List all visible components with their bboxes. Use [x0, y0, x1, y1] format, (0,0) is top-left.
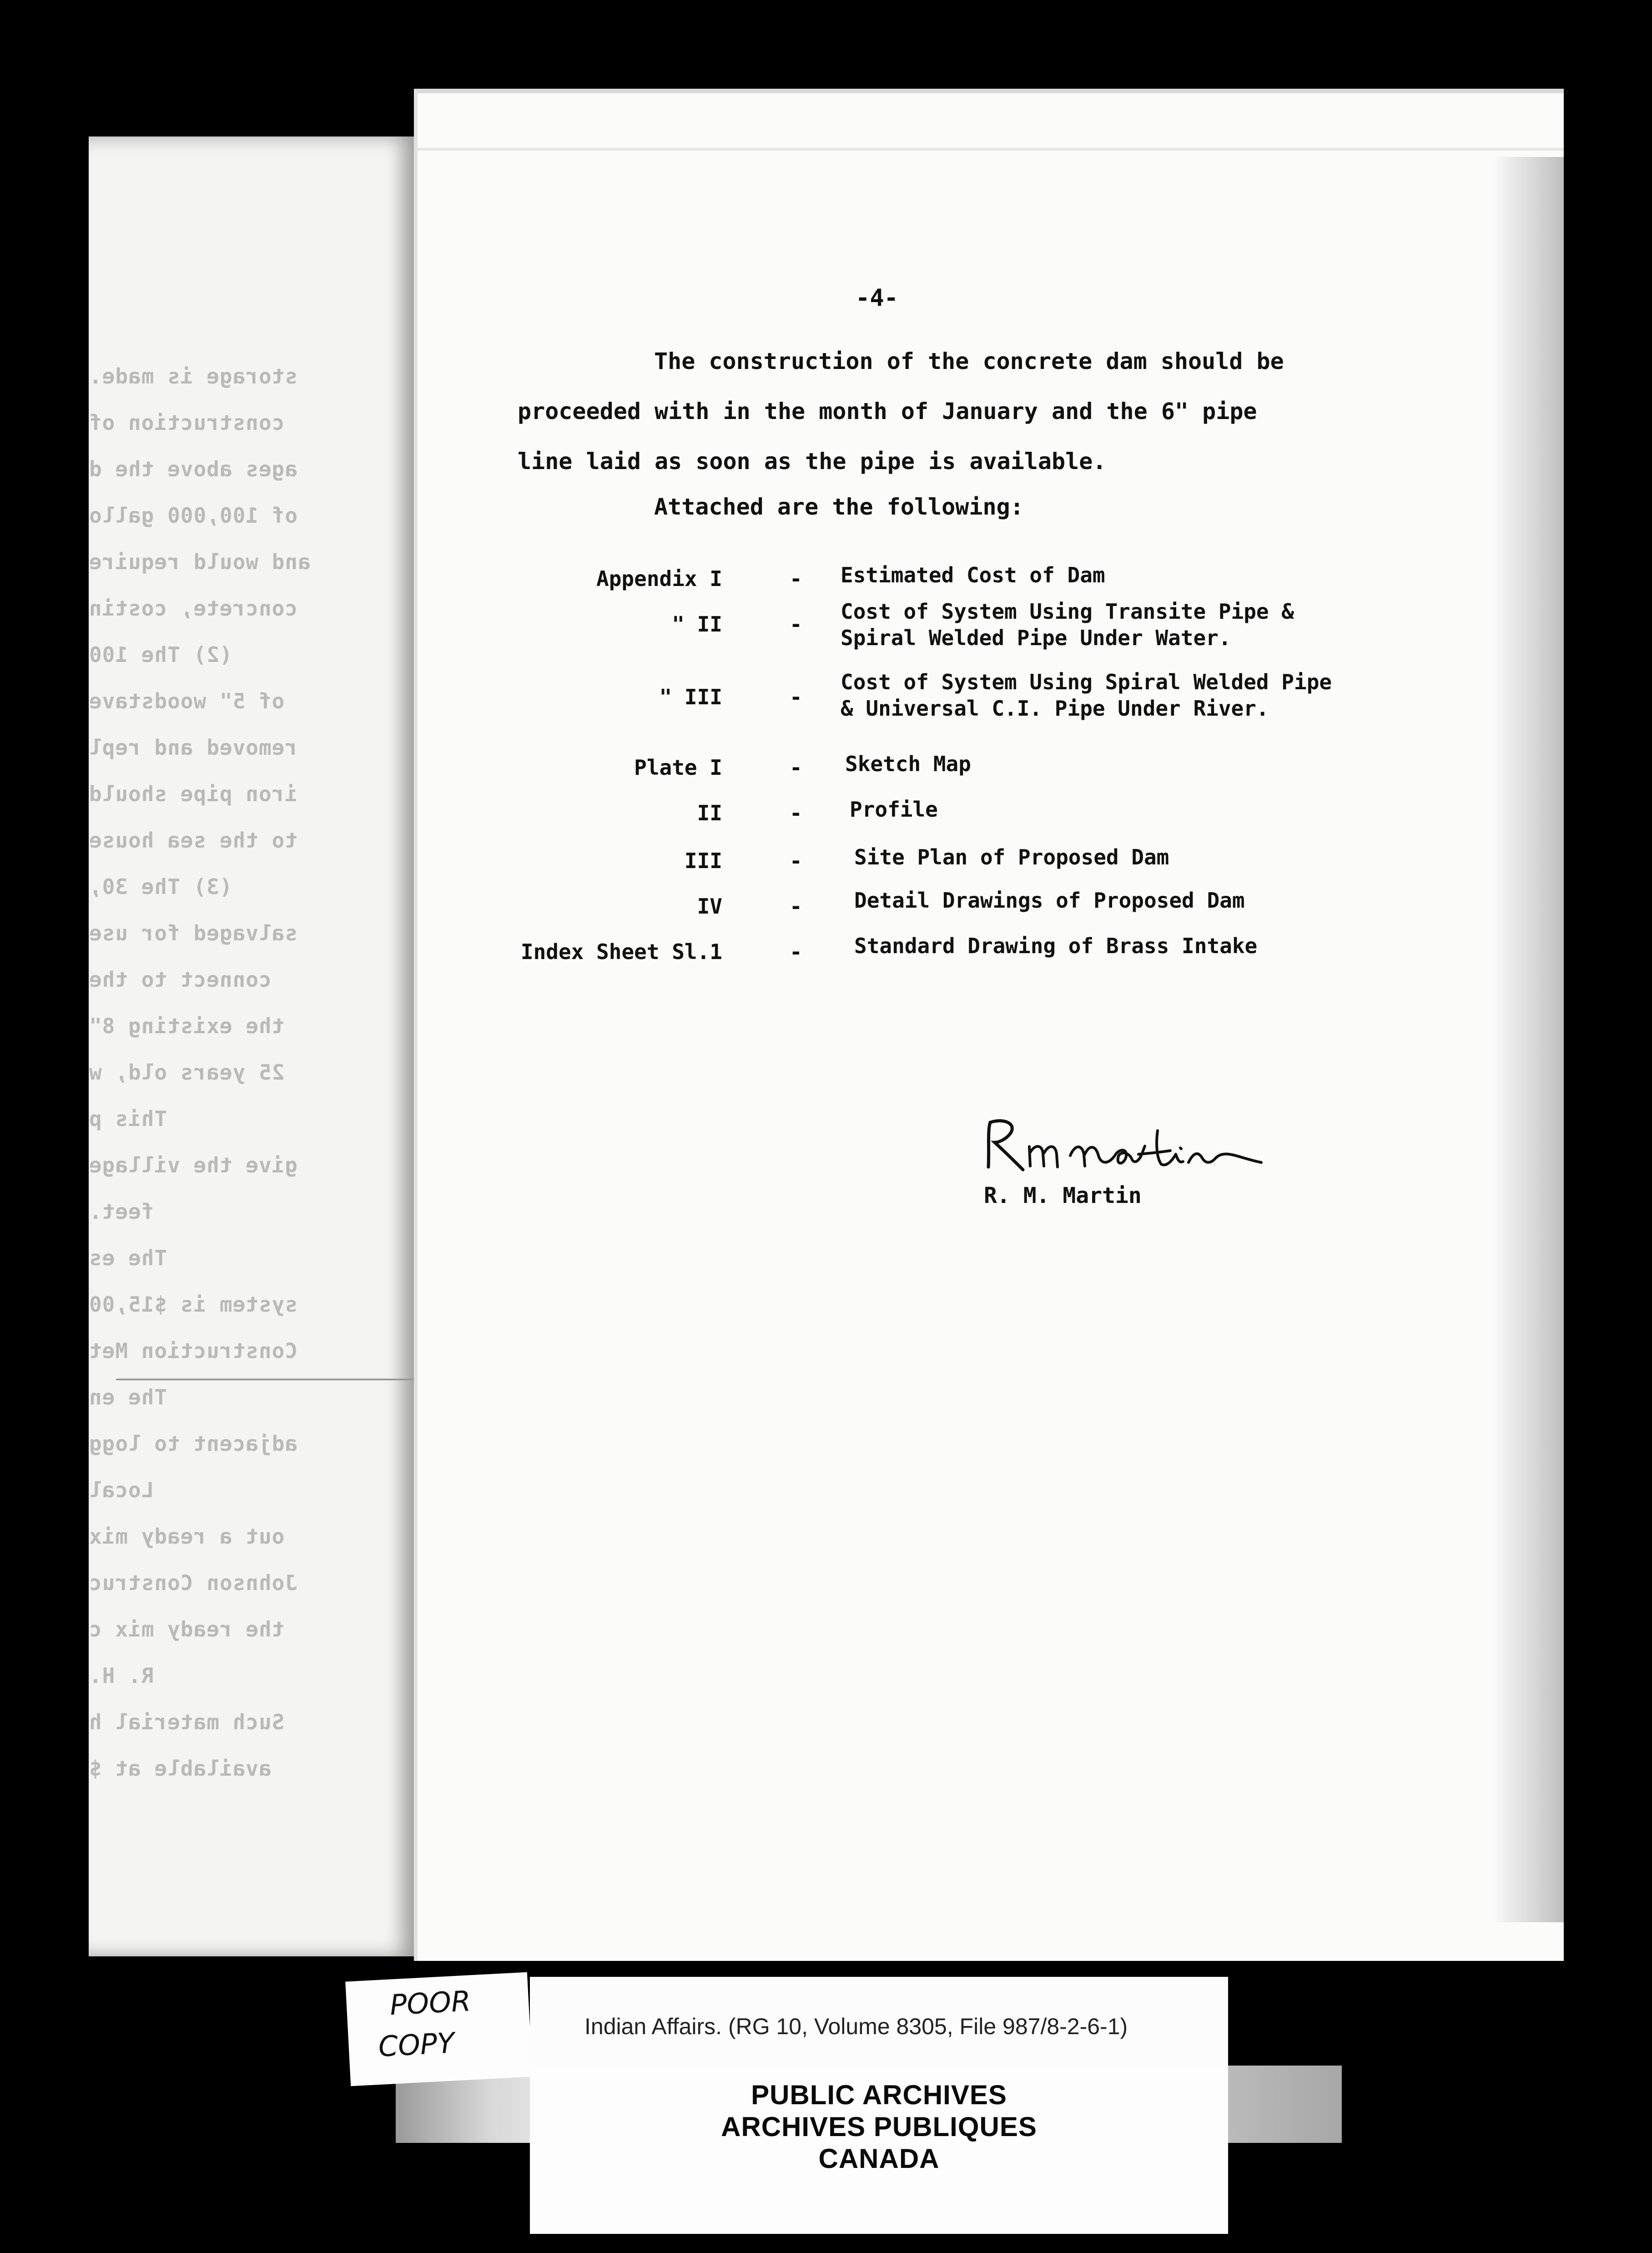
attachment-dash: -: [790, 755, 802, 780]
attachment-description: Profile: [850, 797, 938, 822]
mirrored-text-line: adjacent to logg: [89, 1431, 298, 1456]
attachment-dash: -: [790, 685, 802, 709]
mirrored-text-line: system is $15,00: [89, 1292, 298, 1317]
adjacent-page-bleedthrough: [89, 136, 416, 1956]
archive-line-3: CANADA: [818, 2143, 940, 2174]
attachment-description: Sketch Map: [845, 752, 971, 776]
attachment-description: Cost of System Using Spiral Welded Pipe: [841, 670, 1332, 694]
attachment-dash: -: [790, 940, 802, 964]
mirrored-text-line: of 5" woodstave: [89, 689, 285, 713]
paragraph-line-1: The construction of the concrete dam should be: [654, 348, 1284, 374]
attachment-description: Spiral Welded Pipe Under Water.: [841, 626, 1231, 650]
paragraph-line-2: proceeded with in the month of January and the 6" pipe: [518, 398, 1257, 424]
document-page: [414, 89, 1564, 1961]
mirrored-text-line: available at $: [89, 1756, 272, 1781]
attachment-label: " III: [659, 685, 722, 709]
attachment-dash: -: [790, 612, 802, 636]
attachment-dash: -: [790, 849, 802, 873]
mirrored-text-line: storage is made.: [89, 364, 298, 389]
handwritten-signature: [979, 1112, 1279, 1176]
page-edge-shadow: [1496, 157, 1564, 1922]
mirrored-text-line: feet.: [89, 1199, 154, 1224]
signatory-name: R. M. Martin: [984, 1183, 1142, 1208]
mirrored-text-line: This p: [89, 1106, 167, 1131]
mirrored-text-line: (2) The 100: [89, 642, 232, 667]
attachment-label: " II: [672, 612, 722, 636]
mirrored-text-line: R. H.: [89, 1663, 154, 1688]
mirrored-underline: [116, 1379, 416, 1380]
attachment-description: Cost of System Using Transite Pipe &: [841, 599, 1294, 624]
mirrored-text-block: [89, 136, 416, 1956]
mirrored-text-line: salvaged for use: [89, 921, 298, 945]
mirrored-text-line: Johnson Construc: [89, 1571, 298, 1595]
attachment-label: IV: [697, 894, 722, 919]
poor-copy-line-2: COPY: [377, 2026, 455, 2063]
poor-copy-line-1: POOR: [389, 1984, 472, 2022]
attachment-dash: -: [790, 894, 802, 919]
mirrored-text-line: removed and repl: [89, 735, 298, 760]
attachment-label: Appendix I: [596, 566, 722, 591]
mirrored-text-line: concrete, costin: [89, 596, 298, 621]
attachment-label: Index Sheet Sl.1: [520, 940, 722, 964]
attachment-label: III: [684, 849, 722, 873]
mirrored-text-line: construction of: [89, 410, 285, 435]
attachment-dash: -: [790, 566, 802, 591]
mirrored-text-line: to the sea house: [89, 828, 298, 853]
mirrored-text-line: the existing 8": [89, 1014, 285, 1038]
attachment-description: & Universal C.I. Pipe Under River.: [841, 696, 1269, 721]
mirrored-text-line: Construction Met: [89, 1339, 298, 1363]
mirrored-text-line: Such material h: [89, 1710, 285, 1734]
archive-line-2: ARCHIVES PUBLIQUES: [721, 2112, 1037, 2142]
mirrored-text-line: ages above the d: [89, 457, 298, 481]
mirrored-text-line: out a ready mix: [89, 1524, 285, 1549]
mirrored-text-line: 25 years old, w: [89, 1060, 285, 1085]
attachment-dash: -: [790, 801, 802, 825]
attachment-label: Plate I: [634, 755, 722, 780]
mirrored-text-line: give the village: [89, 1153, 298, 1177]
archive-stamp: [530, 2066, 1228, 2234]
archive-reference: Indian Affairs. (RG 10, Volume 8305, File 987/8-2-6-1): [584, 2014, 1128, 2039]
mirrored-text-line: of 100,000 gallo: [89, 503, 298, 528]
mirrored-text-line: iron pipe should: [89, 782, 298, 806]
poor-copy-label: [345, 1972, 532, 2086]
attachment-description: Site Plan of Proposed Dam: [854, 845, 1169, 869]
mirrored-text-line: The es: [89, 1246, 167, 1270]
attachment-description: Standard Drawing of Brass Intake: [854, 934, 1258, 958]
attachment-label: II: [697, 801, 722, 825]
paragraph-line-3: line laid as soon as the pipe is available.: [518, 448, 1107, 475]
mirrored-text-line: Local: [89, 1478, 154, 1502]
archive-line-1: PUBLIC ARCHIVES: [751, 2080, 1007, 2110]
page-fold-line: [418, 148, 1564, 151]
attachment-description: Estimated Cost of Dam: [841, 563, 1105, 587]
page-number: -4-: [856, 284, 898, 312]
mirrored-text-line: the ready mix c: [89, 1617, 285, 1642]
mirrored-text-line: The en: [89, 1385, 167, 1409]
mirrored-text-line: connect to the: [89, 967, 272, 992]
mirrored-text-line: (3) The 30,: [89, 874, 232, 899]
mirrored-text-line: and would require: [89, 550, 311, 574]
attachments-intro: Attached are the following:: [654, 494, 1024, 520]
attachment-description: Detail Drawings of Proposed Dam: [854, 888, 1245, 913]
